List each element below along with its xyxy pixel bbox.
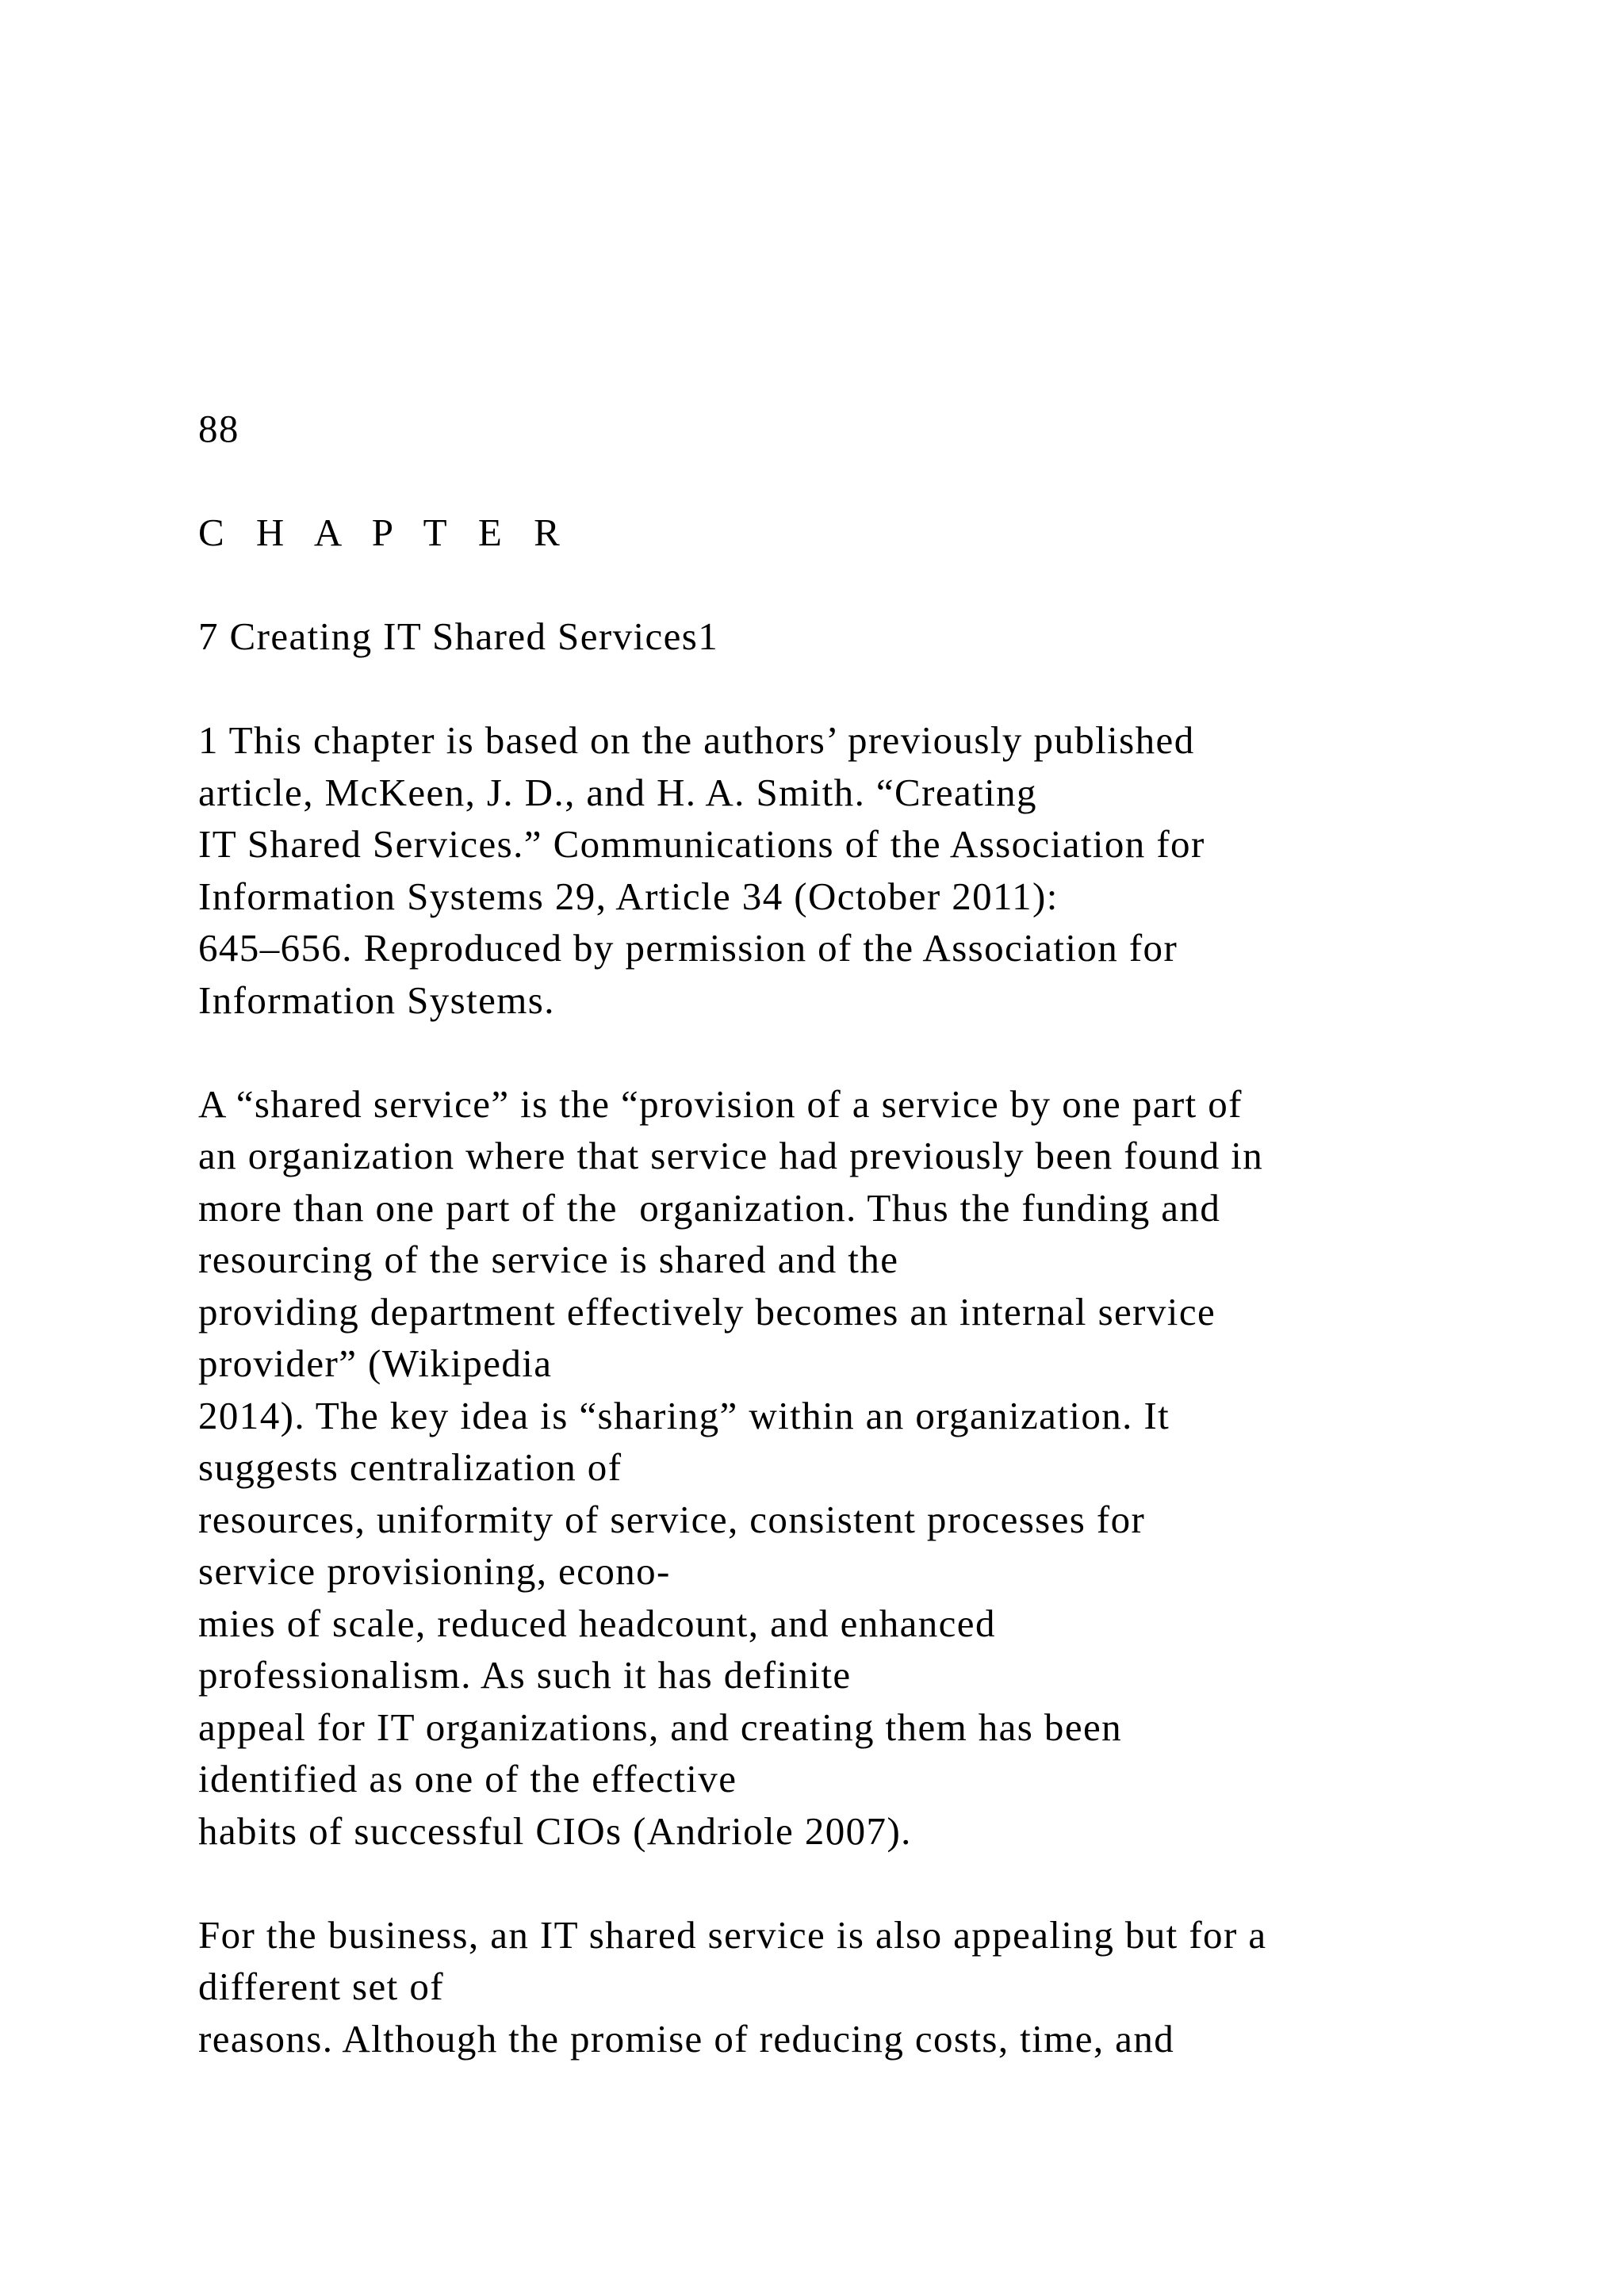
footnote xyxy=(198,714,1594,1026)
page-content xyxy=(198,403,1594,2064)
paragraph-line: professionalism. As such it has definite xyxy=(198,1653,852,1697)
paragraph-shared-service-definition xyxy=(198,1078,1594,1858)
footnote-line: Information Systems. xyxy=(198,978,555,1022)
paragraph-line: providing department effectively becomes an internal service xyxy=(198,1289,1216,1334)
blank-line xyxy=(198,1857,1594,1909)
blank-line xyxy=(198,663,1594,715)
footnote-line: 1 This chapter is based on the authors’ previously published xyxy=(198,718,1195,762)
blank-line xyxy=(198,1026,1594,1078)
paragraph-line: an organization where that service had previously been found in xyxy=(198,1134,1264,1177)
footnote-line: article, McKeen, J. D., and H. A. Smith. “Creating xyxy=(198,770,1037,814)
paragraph-line: resourcing of the service is shared and the xyxy=(198,1238,899,1281)
paragraph-line: For the business, an IT shared service is also appealing but for a xyxy=(198,1912,1267,1957)
paragraph-line: different set of xyxy=(198,1965,444,2008)
paragraph-line: mies of scale, reduced headcount, and enhanced xyxy=(198,1601,996,1645)
footnote-line: 645–656. Reproduced by permission of the Association for xyxy=(198,926,1178,970)
paragraph-line: resources, uniformity of service, consistent processes for xyxy=(198,1497,1146,1541)
chapter-label: C H A P T E R xyxy=(198,511,571,554)
paragraph-line: identified as one of the effective xyxy=(198,1757,737,1800)
paragraph-line: 2014). The key idea is “sharing” within an organization. It xyxy=(198,1393,1170,1437)
blank-line xyxy=(198,559,1594,611)
paragraph-line: appeal for IT organizations, and creating them has been xyxy=(198,1705,1123,1749)
paragraph-business-appeal xyxy=(198,1909,1594,2065)
paragraph-line: service provisioning, econo- xyxy=(198,1549,671,1593)
paragraph-line: A “shared service” is the “provision of a service by one part of xyxy=(198,1081,1243,1126)
paragraph-line: provider” (Wikipedia xyxy=(198,1341,553,1385)
blank-line xyxy=(198,455,1594,507)
paragraph-line: reasons. Although the promise of reducing costs, time, and xyxy=(198,2016,1175,2061)
chapter-title: 7 Creating IT Shared Services1 xyxy=(198,614,719,658)
paragraph-line: habits of successful CIOs (Andriole 2007). xyxy=(198,1808,912,1853)
footnote-line: IT Shared Services.” Communications of the Association for xyxy=(198,822,1205,866)
paragraph-line: suggests centralization of xyxy=(198,1445,622,1489)
page-number: 88 xyxy=(198,407,239,450)
paragraph-line: more than one part of the organization. Thus the funding and xyxy=(198,1185,1221,1230)
footnote-line: Information Systems 29, Article 34 (October 2011): xyxy=(198,874,1059,918)
